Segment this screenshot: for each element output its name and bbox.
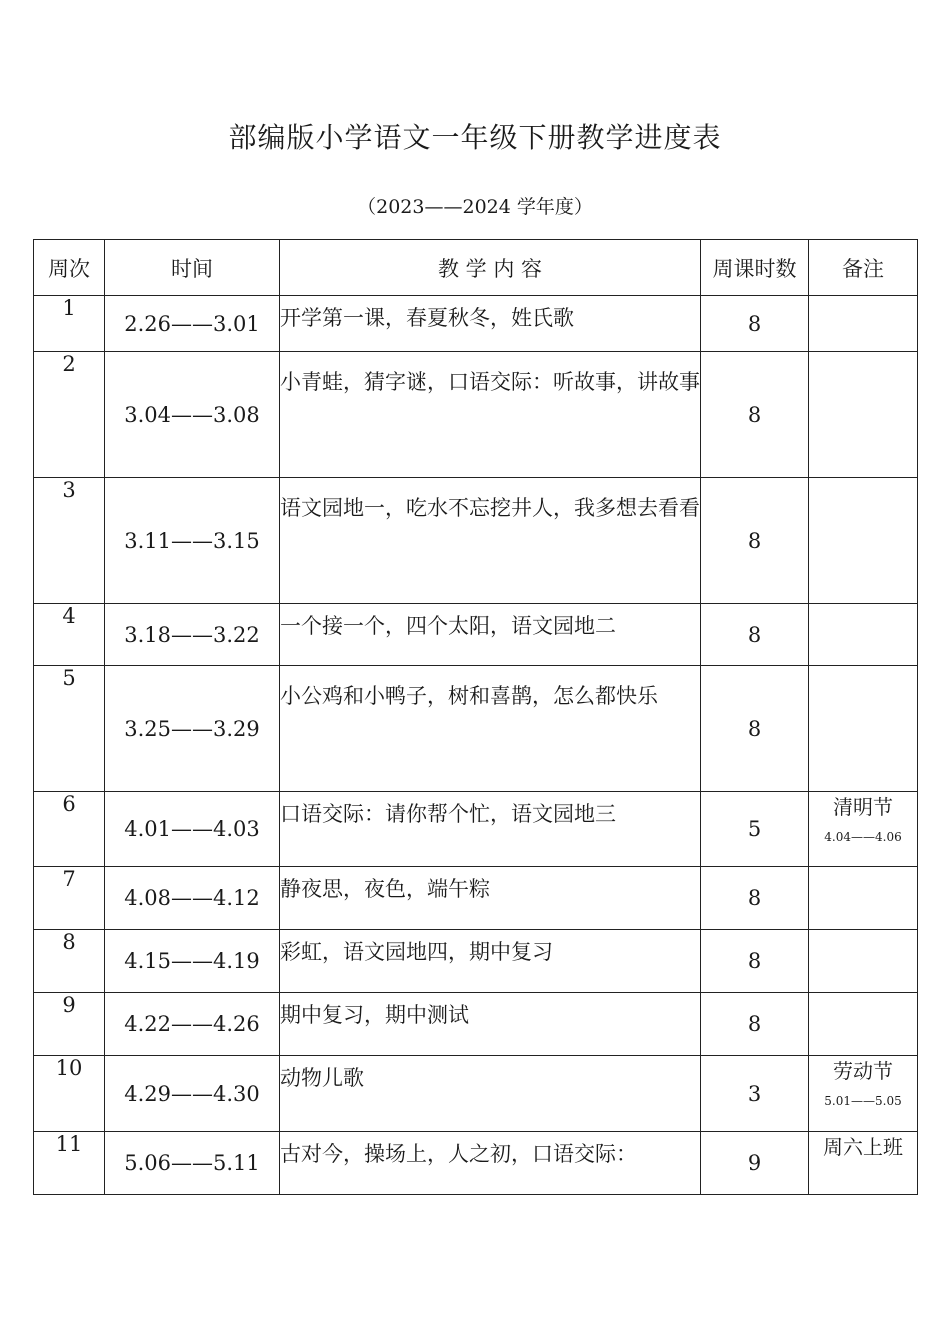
content-cell: 小公鸡和小鸭子，树和喜鹊，怎么都快乐 (280, 666, 701, 792)
note-cell (809, 1132, 918, 1195)
note-cell (809, 1056, 918, 1132)
note-cell (809, 792, 918, 867)
header-hours: 周课时数 (701, 240, 809, 296)
week-cell: 5 (34, 666, 105, 792)
content-cell: 开学第一课，春夏秋冬，姓氏歌 (280, 296, 701, 352)
time-cell: 4.22——4.26 (105, 993, 280, 1056)
hours-cell: 8 (701, 296, 809, 352)
holiday-name: 劳动节 (833, 1059, 893, 1083)
header-note: 备注 (809, 240, 918, 296)
week-cell: 7 (34, 867, 105, 930)
note-cell (809, 867, 918, 930)
time-cell: 2.26——3.01 (105, 296, 280, 352)
hours-cell: 5 (701, 792, 809, 867)
hours-cell: 8 (701, 666, 809, 792)
table-row (34, 666, 918, 792)
content-cell: 动物儿歌 (280, 1056, 701, 1132)
time-cell: 3.11——3.15 (105, 478, 280, 604)
note-cell (809, 352, 918, 478)
table-row (34, 296, 918, 352)
time-cell: 3.25——3.29 (105, 666, 280, 792)
time-cell: 4.29——4.30 (105, 1056, 280, 1132)
time-cell: 4.08——4.12 (105, 867, 280, 930)
week-cell: 2 (34, 352, 105, 478)
content-cell: 静夜思，夜色，端午粽 (280, 867, 701, 930)
page-title: 部编版小学语文一年级下册教学进度表 (228, 121, 722, 154)
content-cell: 小青蛙，猜字谜，口语交际：听故事，讲故事 (280, 352, 701, 478)
header-time: 时间 (105, 240, 280, 296)
holiday-dates: 4.04——4.06 (824, 830, 902, 844)
note-cell (809, 993, 918, 1056)
week-cell: 1 (34, 296, 105, 352)
school-year-subtitle: （2023——2024 学年度） (357, 196, 593, 218)
table-row (34, 604, 918, 666)
content-cell: 彩虹，语文园地四，期中复习 (280, 930, 701, 993)
table-row (34, 1132, 918, 1195)
content-cell: 一个接一个，四个太阳，语文园地二 (280, 604, 701, 666)
table-header-row (34, 240, 918, 296)
content-cell: 口语交际：请你帮个忙，语文园地三 (280, 792, 701, 867)
holiday-name: 清明节 (833, 795, 893, 819)
content-cell: 期中复习，期中测试 (280, 993, 701, 1056)
week-cell: 3 (34, 478, 105, 604)
hours-cell: 9 (701, 1132, 809, 1195)
note-cell (809, 604, 918, 666)
time-cell: 3.04——3.08 (105, 352, 280, 478)
content-cell: 古对今，操场上，人之初，口语交际： (280, 1132, 701, 1195)
time-cell: 3.18——3.22 (105, 604, 280, 666)
table-row (34, 478, 918, 604)
week-cell: 4 (34, 604, 105, 666)
table-row (34, 792, 918, 867)
table-row (34, 352, 918, 478)
table-row (34, 993, 918, 1056)
table-row (34, 930, 918, 993)
content-cell: 语文园地一，吃水不忘挖井人，我多想去看看 (280, 478, 701, 604)
time-cell: 5.06——5.11 (105, 1132, 280, 1195)
schedule-table (33, 239, 918, 1195)
note-cell (809, 930, 918, 993)
week-cell: 11 (34, 1132, 105, 1195)
hours-cell: 8 (701, 993, 809, 1056)
holiday-dates: 5.01——5.05 (824, 1094, 902, 1108)
note-cell (809, 666, 918, 792)
note-cell (809, 478, 918, 604)
week-cell: 6 (34, 792, 105, 867)
week-cell: 9 (34, 993, 105, 1056)
week-cell: 10 (34, 1056, 105, 1132)
hours-cell: 8 (701, 478, 809, 604)
time-cell: 4.01——4.03 (105, 792, 280, 867)
hours-cell: 8 (701, 867, 809, 930)
work-day-note: 周六上班 (823, 1135, 903, 1159)
header-content: 教 学 内 容 (280, 240, 701, 296)
week-cell: 8 (34, 930, 105, 993)
table-row (34, 1056, 918, 1132)
table-row (34, 867, 918, 930)
hours-cell: 8 (701, 352, 809, 478)
time-cell: 4.15——4.19 (105, 930, 280, 993)
hours-cell: 8 (701, 930, 809, 993)
hours-cell: 3 (701, 1056, 809, 1132)
hours-cell: 8 (701, 604, 809, 666)
header-week: 周次 (34, 240, 105, 296)
note-cell (809, 296, 918, 352)
